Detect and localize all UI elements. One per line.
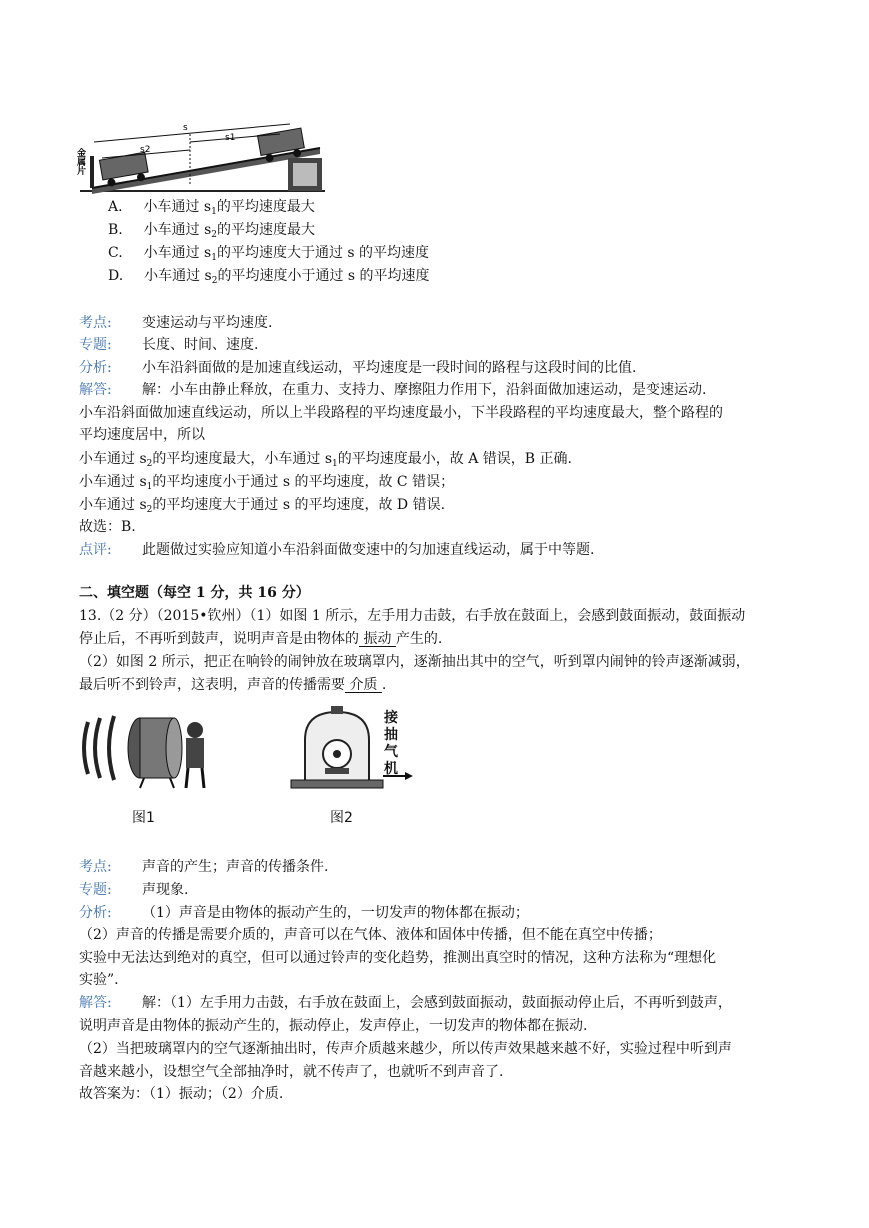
kaodian-label: 考点: xyxy=(79,315,112,331)
figure-caption: 图1 xyxy=(132,810,155,826)
fenxi-line: 实验”. xyxy=(79,972,119,988)
jieda-line: 小车通过 $s_2$的平均速度大于通过 s 的平均速度，故 D 错误. xyxy=(79,497,446,515)
fenxi-text: 小车沿斜面做的是加速直线运动，平均速度是一段时间的路程与这段时间的比值. xyxy=(142,360,637,376)
answer-line: 故答案为：（1）振动；（2）介质. xyxy=(79,1086,284,1102)
dianping-label: 点评: xyxy=(79,542,112,558)
incline-cart-figure xyxy=(75,118,325,196)
zhuanti-text: 长度、时间、速度. xyxy=(142,337,259,353)
answer-blank: 振动 xyxy=(359,631,396,647)
answer-line: 故选：B. xyxy=(79,519,136,535)
zhuanti-label: 专题: xyxy=(79,337,112,353)
vacuum-pump-label: 接 抽 气 机 xyxy=(384,710,398,777)
figure-caption: 图2 xyxy=(330,810,353,826)
fenxi-label: 分析: xyxy=(79,360,112,376)
zhuanti-text: 声现象. xyxy=(142,882,189,898)
label-s: s xyxy=(183,123,188,133)
option-letter: B. xyxy=(108,222,123,238)
jieda-label: 解答: xyxy=(79,995,112,1011)
option-a: A. 小车通过 $s_1$的平均速度最大 xyxy=(108,199,315,217)
kaodian-text: 变速运动与平均速度. xyxy=(142,315,273,331)
jieda-line: 解：（1）左手用力击鼓，右手放在鼓面上，会感到鼓面振动，鼓面振动停止后，不再听到鼓声， xyxy=(142,995,732,1011)
answer-blank: 介质 xyxy=(345,677,382,693)
jieda-label: 解答: xyxy=(79,382,112,398)
fenxi-line: （2）声音的传播是需要介质的，声音可以在气体、液体和固体中传播，但不能在真空中传播； xyxy=(79,927,662,943)
jieda-line: 小车通过 $s_2$的平均速度最大，小车通过 $s_1$的平均速度最小，故 A 错误，B 正确. xyxy=(79,451,572,469)
q13-stem-line: （2）如图 2 所示，把正在响铃的闹钟放在玻璃罩内，逐渐抽出其中的空气，听到罩内闹钟的铃声逐渐减弱， xyxy=(79,654,750,670)
jieda-line: 小车通过 $s_1$的平均速度小于通过 s 的平均速度，故 C 错误； xyxy=(79,474,455,492)
zhuanti-label: 专题: xyxy=(79,882,112,898)
jieda-line: 平均速度居中，所以 xyxy=(79,427,205,443)
option-d: D. 小车通过 $s_2$的平均速度小于通过 s 的平均速度 xyxy=(108,268,430,286)
option-letter: A. xyxy=(108,199,123,215)
dianping-text: 此题做过实验应知道小车沿斜面做变速中的匀加速直线运动，属于中等题. xyxy=(142,542,595,558)
label-s1: s1 xyxy=(225,133,236,143)
option-text: 小车通过 s xyxy=(144,268,212,284)
q13-stem-line: 停止后，不再听到鼓声，说明声音是由物体的 振动 产生的. xyxy=(79,631,443,647)
option-text: 小车通过 s xyxy=(143,222,212,238)
kaodian-text: 声音的产生；声音的传播条件. xyxy=(142,859,329,875)
fenxi-line: 实验中无法达到绝对的真空，但可以通过铃声的变化趋势，推测出真空时的情况，这种方法称为“理想化 xyxy=(79,950,717,966)
label-s2: s2 xyxy=(140,145,151,155)
kaodian-label: 考点: xyxy=(79,859,112,875)
jieda-line: 小车沿斜面做加速直线运动，所以上半段路程的平均速度最小，下半段路程的平均速度最大，整个路程的 xyxy=(79,405,723,421)
section-heading: 二、填空题（每空 1 分，共 16 分） xyxy=(79,585,310,601)
jieda-line: 说明声音是由物体的振动产生的，振动停止，发声停止，一切发声的物体都在振动. xyxy=(79,1018,588,1034)
q13-stem-line: 13.（2 分）（2015•钦州）（1）如图 1 所示，左手用力击鼓，右手放在鼓面上，会感到鼓面振动，鼓面振动 xyxy=(79,608,746,624)
jieda-line: （2）当把玻璃罩内的空气逐渐抽出时，传声介质越来越少，所以传声效果越来越不好，实验过程中听到声 xyxy=(79,1041,732,1057)
option-b: B. 小车通过 $s_2$的平均速度最大 xyxy=(108,222,316,240)
jieda-line: 解：小车由静止释放，在重力、支持力、摩擦阻力作用下，沿斜面做加速运动，是变速运动. xyxy=(142,382,707,398)
drum-figure xyxy=(80,708,215,788)
option-letter: D. xyxy=(108,268,124,284)
option-letter: C. xyxy=(108,245,123,261)
fenxi-label: 分析: xyxy=(79,905,112,921)
metal-plate-label: 金属片 xyxy=(75,148,85,175)
jieda-line: 音越来越小，设想空气全部抽净时，就不传声了，也就听不到声音了. xyxy=(79,1064,504,1080)
option-text: 小车通过 s xyxy=(143,245,212,261)
option-text: 小车通过 s xyxy=(143,199,212,215)
fenxi-text: （1）声音是由物体的振动产生的，一切发声的物体都在振动； xyxy=(142,905,529,921)
option-c: C. 小车通过 $s_1$的平均速度大于通过 s 的平均速度 xyxy=(108,245,430,263)
q13-stem-line: 最后听不到铃声，这表明，声音的传播需要 介质 . xyxy=(79,677,387,693)
